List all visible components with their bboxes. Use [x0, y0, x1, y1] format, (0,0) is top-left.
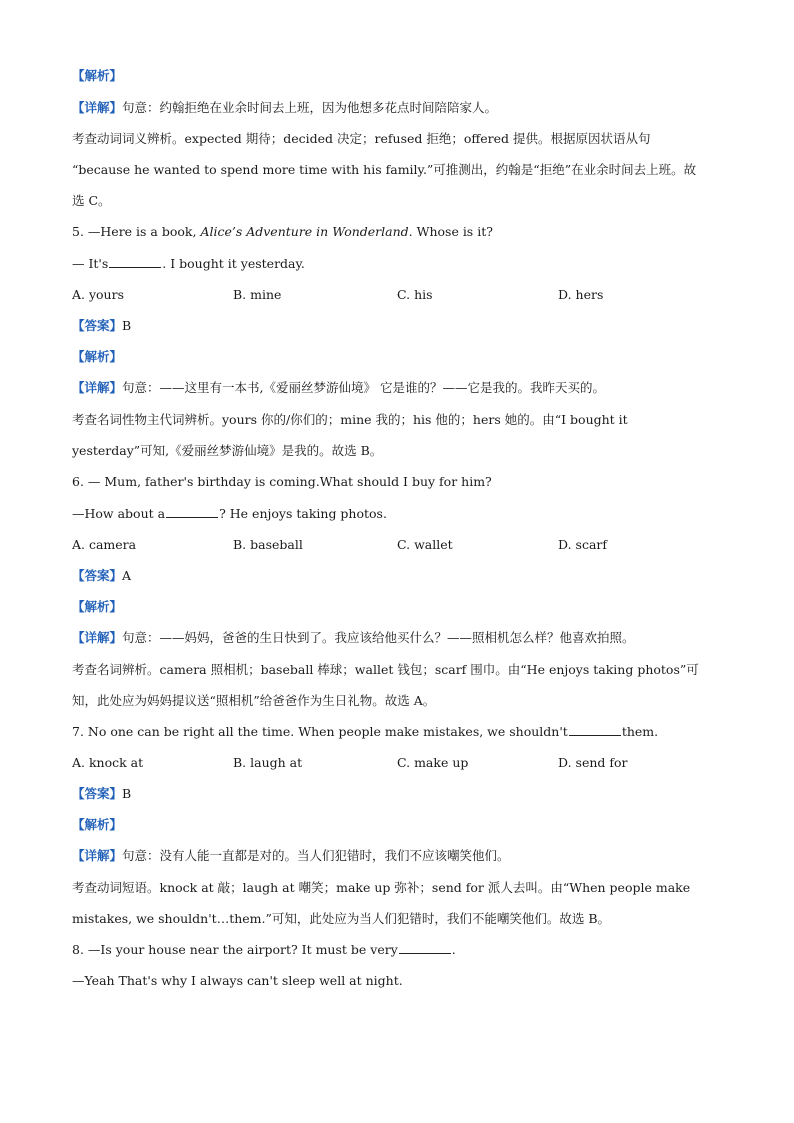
q7-explanation-1: 考查动词短语。knock at 敲；laugh at 嘲笑；make up 弥补；send for 派人去叫。由“When people make [72, 880, 691, 895]
q6-option-d: D. scarf [558, 537, 607, 552]
q4-detail: 句意：约翰拒绝在业余时间去上班，因为他想多花点时间陪陪家人。 [122, 100, 498, 115]
analysis-label: 【解析】 [72, 349, 123, 364]
q7-answer [72, 786, 131, 802]
q5-answer [72, 318, 131, 334]
detail-line [72, 380, 605, 396]
q6-reply-end: ? He enjoys taking photos. [219, 506, 387, 521]
q5-stem-end: . Whose is it? [408, 224, 493, 239]
q5-explanation-2: yesterday”可知,《爱丽丝梦游仙境》是我的。故选 B。 [72, 443, 383, 458]
q7-stem-text: 7. No one can be right all the time. When people make mistakes, we shouldn't [72, 724, 568, 739]
q8-stem [72, 942, 456, 958]
q7-option-d: D. send for [558, 755, 628, 770]
q4-explanation-2: “because he wanted to spend more time with his family.”可推测出，约翰是“拒绝”在业余时间去上班。故 [72, 162, 697, 177]
q8-reply: —Yeah That's why I always can't sleep well at night. [72, 973, 403, 988]
q6-answer [72, 568, 131, 584]
q6-explanation-1: 考查名词辨析。camera 照相机；baseball 棒球；wallet 钱包；scarf 围巾。由“He enjoys taking photos”可 [72, 662, 699, 677]
q5-option-c: C. his [397, 287, 433, 302]
q6-stem: 6. — Mum, father's birthday is coming.What should I buy for him? [72, 474, 492, 489]
analysis-label: 【解析】 [72, 817, 123, 832]
q7-option-a: A. knock at [72, 755, 144, 770]
answer-label: 【答案】 [72, 786, 123, 801]
q5-book-title: Alice’s Adventure in Wonderland [200, 224, 409, 239]
q6-answer-value: A [122, 568, 132, 583]
q7-detail: 句意：没有人能一直都是对的。当人们犯错时，我们不应该嘲笑他们。 [122, 848, 510, 863]
analysis-label: 【解析】 [72, 599, 123, 614]
detail-line [72, 630, 635, 646]
detail-label: 【详解】 [72, 630, 123, 645]
answer-label: 【答案】 [72, 568, 123, 583]
q6-option-b: B. baseball [233, 537, 303, 552]
q5-answer-value: B [122, 318, 132, 333]
q5-reply-end: . I bought it yesterday. [162, 256, 305, 271]
q5-option-a: A. yours [72, 287, 125, 302]
q6-reply-start: —How about a [72, 506, 166, 521]
q8-blank [399, 942, 451, 954]
detail-line [72, 848, 510, 864]
q6-explanation-2: 知，此处应为妈妈提议送“照相机”给爸爸作为生日礼物。故选 A。 [72, 693, 436, 708]
q6-detail: 句意：——妈妈，爸爸的生日快到了。我应该给他买什么？——照相机怎么样？他喜欢拍照。 [122, 630, 635, 645]
q8-stem-end: . [451, 942, 456, 957]
answer-label: 【答案】 [72, 318, 123, 333]
q4-explanation-1: 考查动词词义辨析。expected 期待；decided 决定；refused 拒绝；offered 提供。根据原因状语从句 [72, 131, 651, 146]
q5-reply-start: — It's [72, 256, 109, 271]
q7-stem-end: them. [621, 724, 659, 739]
q5-option-d: D. hers [558, 287, 604, 302]
q6-reply [72, 506, 387, 522]
analysis-label: 【解析】 [72, 68, 123, 83]
detail-line [72, 100, 497, 116]
q7-answer-value: B [122, 786, 132, 801]
q6-blank [166, 506, 218, 518]
q8-stem-text: 8. —Is your house near the airport? It must be very [72, 942, 398, 957]
q5-stem [72, 224, 493, 240]
q5-detail: 句意：——这里有一本书,《爱丽丝梦游仙境》 它是谁的？——它是我的。我昨天买的。 [122, 380, 605, 395]
q6-option-a: A. camera [72, 537, 137, 552]
q7-stem [72, 724, 658, 740]
q7-option-b: B. laugh at [233, 755, 303, 770]
detail-label: 【详解】 [72, 848, 123, 863]
detail-label: 【详解】 [72, 100, 123, 115]
q4-explanation-3: 选 C。 [72, 193, 111, 208]
q7-blank [569, 724, 621, 736]
detail-label: 【详解】 [72, 380, 123, 395]
q5-stem-text: 5. —Here is a book, [72, 224, 201, 239]
q5-option-b: B. mine [233, 287, 282, 302]
q5-explanation-1: 考查名词性物主代词辨析。yours 你的/你们的；mine 我的；his 他的；hers 她的。由“I bought it [72, 412, 628, 427]
q7-explanation-2: mistakes, we shouldn't…them.”可知，此处应为当人们犯错时，我们不能嘲笑他们。故选 B。 [72, 911, 611, 926]
q7-option-c: C. make up [397, 755, 469, 770]
q5-blank [109, 256, 161, 268]
q5-reply [72, 256, 305, 272]
q6-option-c: C. wallet [397, 537, 453, 552]
